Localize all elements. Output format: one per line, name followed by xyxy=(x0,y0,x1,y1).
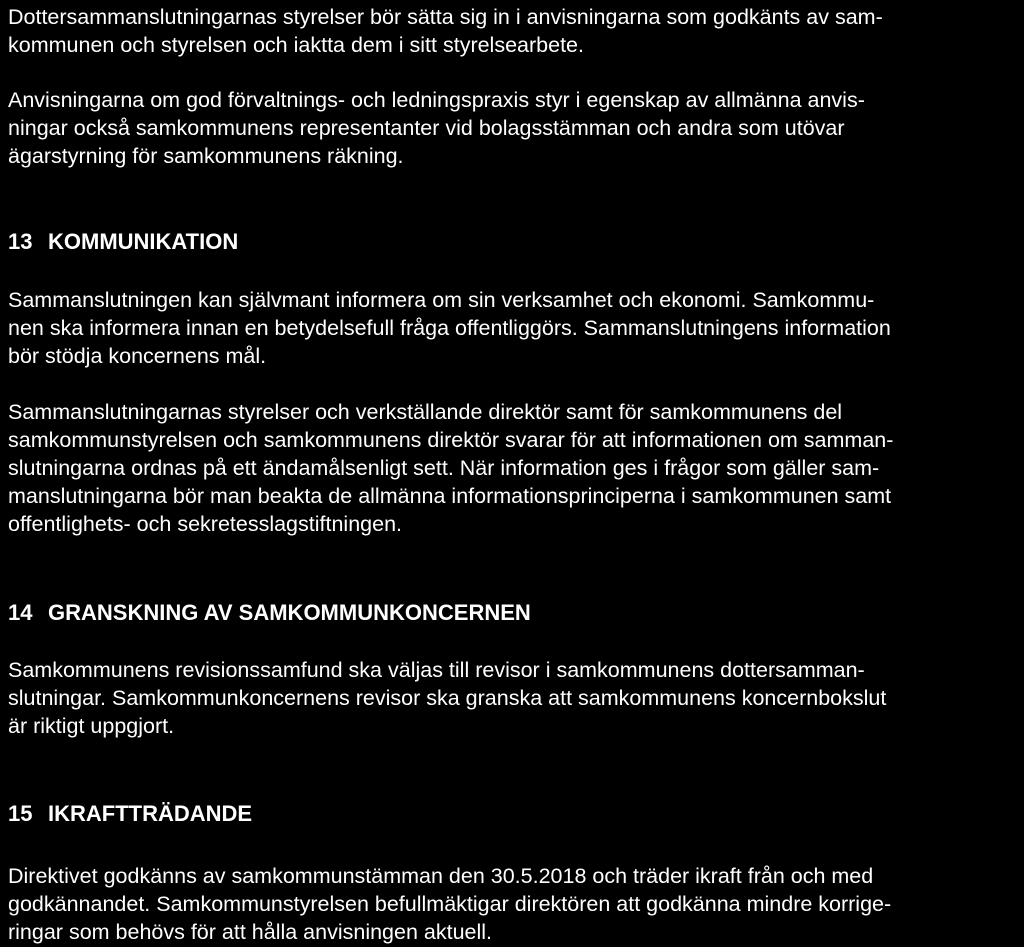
text-line: Sammanslutningen kan självmant informera om sin verksamhet och ekonomi. Samkommu- xyxy=(8,288,875,312)
text-line: Direktivet godkänns av samkommunstämman den 30.5.2018 och träder ikraft från och med xyxy=(8,864,874,888)
text-line: offentlighets- och sekretesslagstiftningen. xyxy=(8,512,403,536)
text-line: kommunen och styrelsen och iaktta dem i sitt styrelsearbete. xyxy=(8,33,584,57)
text-line: är riktigt uppgjort. xyxy=(8,714,175,738)
text-line: bör stödja koncernens mål. xyxy=(8,344,267,368)
section-number: 14 xyxy=(8,600,33,625)
paragraph-communication-info xyxy=(8,286,1020,370)
section-number: 15 xyxy=(8,801,33,826)
text-line: Samkommunens revisionssamfund ska väljas till revisor i samkommunens dottersamman- xyxy=(8,658,865,682)
text-line: godkännandet. Samkommunstyrelsen befullmäktigar direktören att godkänna mindre korrige- xyxy=(8,892,892,916)
paragraph-communication-responsibility xyxy=(8,398,1020,538)
section-number: 13 xyxy=(8,229,33,254)
text-line: manslutningarna bör man beakta de allmänna informationsprinciperna i samkommunen samt xyxy=(8,484,892,508)
paragraph-governance-guidelines xyxy=(8,86,1020,170)
text-line: slutningarna ordnas på ett ändamålsenligt sett. När information ges i frågor som gäller sam- xyxy=(8,456,880,480)
text-line: ägarstyrning för samkommunens räkning. xyxy=(8,144,404,168)
paragraph-subsidiary-boards xyxy=(8,3,1020,59)
text-line: Sammanslutningarnas styrelser och verkställande direktör samt för samkommunens del xyxy=(8,400,843,424)
section-heading-14 xyxy=(8,599,531,627)
section-title: IKRAFTTRÄDANDE xyxy=(48,801,253,826)
text-line: ringar som behövs för att hålla anvisningen aktuell. xyxy=(8,920,493,944)
paragraph-entry-into-force xyxy=(8,862,1020,946)
text-line: nen ska informera innan en betydelsefull fråga offentliggörs. Sammanslutningens information xyxy=(8,316,891,340)
paragraph-audit xyxy=(8,656,1020,740)
text-line: slutningar. Samkommunkoncernens revisor ska granska att samkommunens koncernbokslut xyxy=(8,686,887,710)
section-title: GRANSKNING AV SAMKOMMUNKONCERNEN xyxy=(48,600,531,625)
text-line: Dottersammanslutningarnas styrelser bör sätta sig in i anvisningarna som godkänts av sam- xyxy=(8,5,883,29)
text-line: samkommunstyrelsen och samkommunens direktör svarar för att informationen om samman- xyxy=(8,428,894,452)
text-line: ningar också samkommunens representanter vid bolagsstämman och andra som utövar xyxy=(8,116,845,140)
section-title: KOMMUNIKATION xyxy=(48,229,239,254)
text-line: Anvisningarna om god förvaltnings- och ledningspraxis styr i egenskap av allmänna anvis- xyxy=(8,88,865,112)
section-heading-13 xyxy=(8,228,238,256)
section-heading-15 xyxy=(8,800,252,828)
